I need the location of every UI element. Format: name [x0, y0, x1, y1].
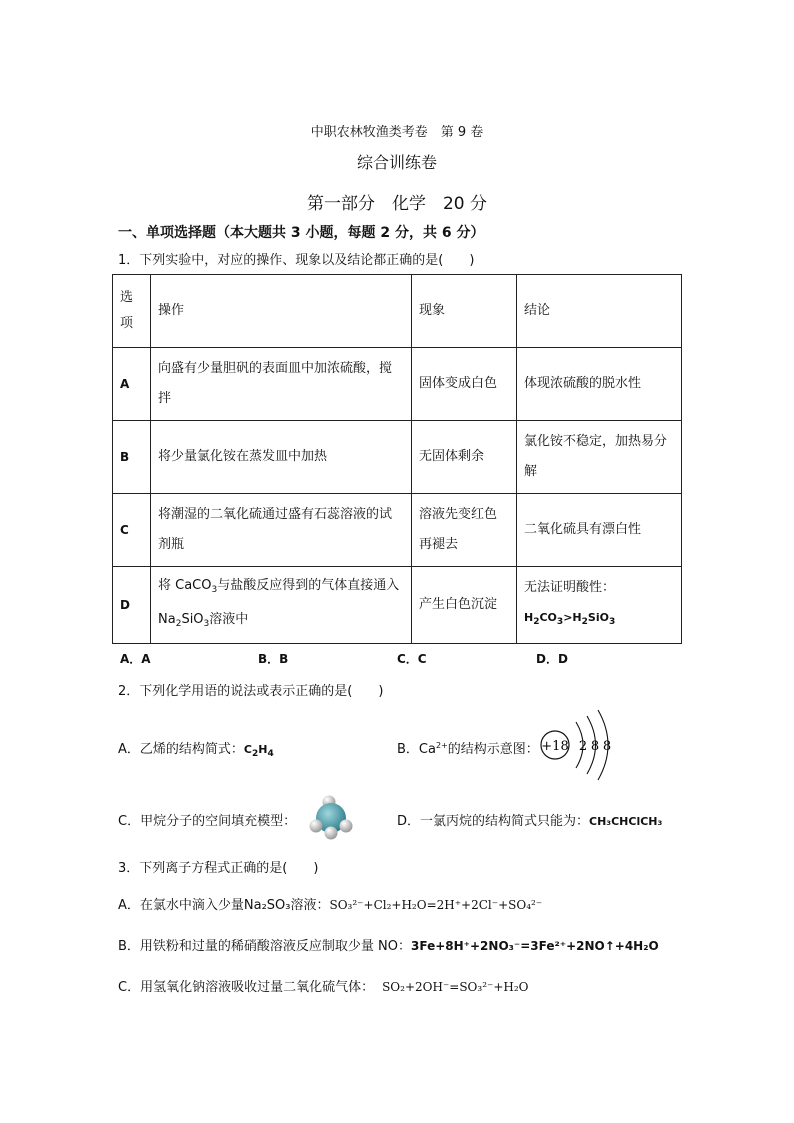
row-option: A: [113, 348, 151, 421]
q3-option-c[interactable]: C．用氢氧化钠溶液吸收过量二氧化硫气体： SO₂+2OH⁻=SO₃²⁻+H₂O: [118, 980, 529, 995]
shell-electrons-3: 8: [602, 739, 612, 754]
row-phenomenon: 无固体剩余: [412, 421, 517, 494]
header-operation: 操作: [151, 275, 412, 348]
row-phenomenon: 产生白色沉淀: [412, 567, 517, 644]
q1-choice-c[interactable]: C．C: [397, 652, 427, 666]
question-1-stem: 1．下列实验中，对应的操作、现象以及结论都正确的是( ): [118, 253, 475, 268]
header-phenomenon: 现象: [412, 275, 517, 348]
question-2-stem: 2．下列化学用语的说法或表示正确的是( ): [118, 684, 384, 699]
table-row: [113, 348, 682, 421]
row-conclusion: 氯化铵不稳定，加热易分解: [517, 421, 682, 494]
nucleus-charge: +18: [541, 739, 569, 754]
exam-header: 中职农林牧渔类考卷 第 9 卷: [310, 125, 484, 140]
table-row: [113, 494, 682, 567]
shell-electrons-1: 2: [578, 739, 588, 754]
hydrogen-atom-bottom: [325, 827, 338, 840]
q2-option-a[interactable]: A．乙烯的结构简式：$C_2H_4$: [118, 742, 274, 759]
row-operation: 将潮湿的二氧化硫通过盛有石蕊溶液的试剂瓶: [151, 494, 412, 567]
q2-option-b[interactable]: B．$Ca^{2+}$的结构示意图：: [397, 741, 539, 757]
section-heading: 一、单项选择题（本大题共 3 小题，每题 2 分，共 6 分）: [118, 225, 485, 241]
row-operation: 将 CaCO$_3$与盐酸反应得到的气体直接通入 $Na_2SiO_3$溶液中: [151, 567, 412, 644]
calcium-ion-structure-diagram: [538, 708, 618, 782]
hydrogen-atom-left: [310, 820, 323, 833]
row-operation: 将少量氯化铵在蒸发皿中加热: [151, 421, 412, 494]
table-header-row: [113, 275, 682, 348]
row-phenomenon: 溶液先变红色再褪去: [412, 494, 517, 567]
part-title: 第一部分 化学 20 分: [306, 194, 488, 214]
question-3-stem: 3．下列离子方程式正确的是( ): [118, 861, 319, 876]
table-row: [113, 567, 682, 644]
paper-title: 综合训练卷: [356, 153, 437, 172]
row-phenomenon: 固体变成白色: [412, 348, 517, 421]
methane-space-filling-model-icon: [307, 793, 355, 841]
table-row: [113, 421, 682, 494]
row-conclusion: 二氧化硫具有漂白性: [517, 494, 682, 567]
header-option: 选项: [113, 275, 151, 348]
row-option: B: [113, 421, 151, 494]
hydrogen-atom-right: [340, 820, 353, 833]
q1-choice-a[interactable]: A．A: [120, 652, 151, 666]
row-option: C: [113, 494, 151, 567]
q3-option-a[interactable]: A．在氯水中滴入少量Na₂SO₃溶液：SO₃²⁻+Cl₂+H₂O=2H⁺+2Cl⁻+SO₄²⁻: [118, 898, 543, 913]
q3-option-b[interactable]: B．用铁粉和过量的稀硝酸溶液反应制取少量 NO：3Fe+8H⁺+2NO₃⁻=3Fe²⁺+2NO↑+4H₂O: [118, 939, 659, 954]
q2-option-d[interactable]: D．一氯丙烷的结构简式只能为：CH₃CHClCH₃: [397, 814, 663, 829]
row-option: D: [113, 567, 151, 644]
q2-option-c[interactable]: C．甲烷分子的空间填充模型：: [118, 814, 297, 829]
row-conclusion: 无法证明酸性： $H_2CO_3>H_2SiO_3$: [517, 567, 682, 644]
shell-electrons-2: 8: [590, 739, 600, 754]
row-conclusion: 体现浓硫酸的脱水性: [517, 348, 682, 421]
row-operation: 向盛有少量胆矾的表面皿中加浓硫酸，搅拌: [151, 348, 412, 421]
q1-choice-d[interactable]: D．D: [536, 652, 568, 666]
question-1-table: [112, 274, 682, 644]
q1-choice-b[interactable]: B．B: [258, 652, 289, 666]
header-conclusion: 结论: [517, 275, 682, 348]
